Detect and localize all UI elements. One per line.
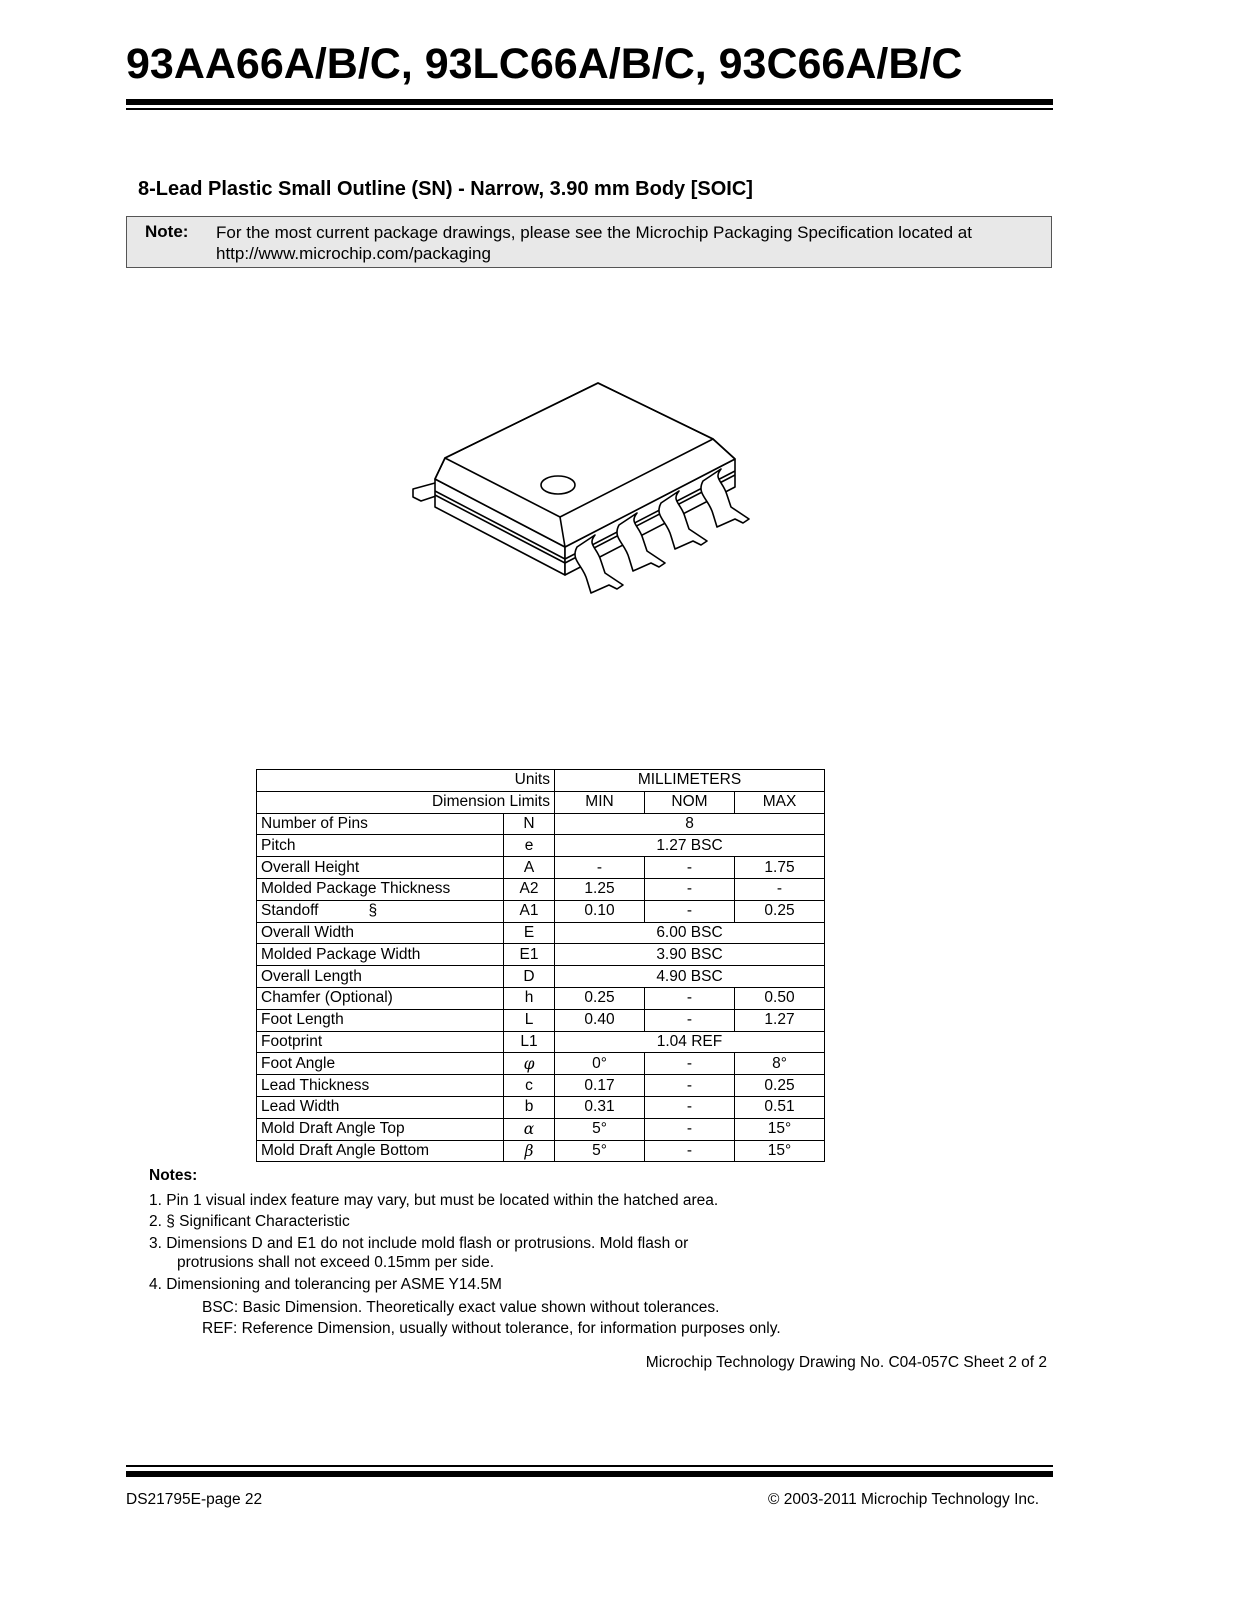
value-min: 0.17: [555, 1075, 645, 1097]
param-symbol: L1: [504, 1031, 555, 1053]
note-text: [216, 222, 1036, 264]
table-row: [257, 966, 825, 988]
value-min: 0.31: [555, 1096, 645, 1118]
table-row: [257, 835, 825, 857]
table-row: [257, 900, 825, 922]
table-row: [257, 1075, 825, 1097]
param-name: [257, 1140, 504, 1162]
param-label: Molded Package Thickness: [261, 880, 451, 898]
param-label: Foot Angle: [261, 1054, 336, 1072]
notes-heading: Notes:: [149, 1167, 198, 1184]
footer-copyright: © 2003-2011 Microchip Technology Inc.: [768, 1491, 1040, 1508]
param-name: [257, 1053, 504, 1075]
value-basic: 6.00 BSC: [555, 922, 825, 944]
param-label: Mold Draft Angle Top: [261, 1120, 405, 1138]
table-row: [257, 922, 825, 944]
value-nom: -: [645, 857, 735, 879]
value-max: 1.27: [735, 1009, 825, 1031]
value-basic: 8: [555, 813, 825, 835]
col-nom-header: NOM: [645, 791, 735, 813]
value-nom: -: [645, 1140, 735, 1162]
header-rule-thick: [126, 99, 1053, 105]
table-row: [257, 987, 825, 1009]
value-min: 5°: [555, 1118, 645, 1140]
param-symbol: E: [504, 922, 555, 944]
table-header-row-units: [257, 770, 825, 792]
value-nom: -: [645, 1053, 735, 1075]
value-max: 1.75: [735, 857, 825, 879]
note-box: [126, 216, 1052, 268]
param-label: Standoff: [261, 902, 319, 920]
param-name: [257, 857, 504, 879]
value-nom: -: [645, 1096, 735, 1118]
note-label: Note:: [145, 222, 189, 241]
param-name: [257, 987, 504, 1009]
value-max: -: [735, 878, 825, 900]
value-nom: -: [645, 1118, 735, 1140]
param-name: [257, 1118, 504, 1140]
param-label: Foot Length: [261, 1011, 344, 1029]
param-symbol: A2: [504, 878, 555, 900]
table-row: [257, 813, 825, 835]
value-min: 1.25: [555, 878, 645, 900]
footer-page-number: DS21795E-page 22: [126, 1491, 263, 1508]
limits-label: Dimension Limits: [257, 791, 555, 813]
param-label: Lead Width: [261, 1098, 340, 1116]
note-3b: protrusions shall not exceed 0.15mm per side.: [177, 1254, 495, 1271]
param-symbol: L: [504, 1009, 555, 1031]
param-name: [257, 900, 504, 922]
param-name: [257, 878, 504, 900]
param-name: [257, 835, 504, 857]
param-name: [257, 922, 504, 944]
param-label: Mold Draft Angle Bottom: [261, 1141, 429, 1159]
param-symbol: e: [504, 835, 555, 857]
param-label: Overall Height: [261, 858, 360, 876]
value-nom: -: [645, 1075, 735, 1097]
value-max: 0.25: [735, 1075, 825, 1097]
dimension-table: [256, 769, 825, 1162]
table-row: [257, 878, 825, 900]
param-label: Overall Length: [261, 967, 362, 985]
value-basic: 3.90 BSC: [555, 944, 825, 966]
value-nom: -: [645, 900, 735, 922]
param-symbol: D: [504, 966, 555, 988]
soic-package-drawing: [405, 375, 765, 605]
table-header-row-limits: [257, 791, 825, 813]
param-label: Number of Pins: [261, 814, 368, 832]
value-min: 5°: [555, 1140, 645, 1162]
param-name: [257, 966, 504, 988]
param-symbol: c: [504, 1075, 555, 1097]
param-symbol: α: [504, 1118, 555, 1140]
param-label: Molded Package Width: [261, 945, 421, 963]
param-label: Pitch: [261, 836, 296, 854]
footer-rule-thick: [126, 1471, 1053, 1477]
col-min-header: MIN: [555, 791, 645, 813]
value-min: 0.40: [555, 1009, 645, 1031]
param-name: [257, 1075, 504, 1097]
param-symbol: φ: [504, 1053, 555, 1075]
table-row: [257, 944, 825, 966]
value-nom: -: [645, 1009, 735, 1031]
units-label: Units: [257, 770, 555, 792]
param-symbol: E1: [504, 944, 555, 966]
param-label: Footprint: [261, 1032, 323, 1050]
value-max: 0.25: [735, 900, 825, 922]
note-1: 1. Pin 1 visual index feature may vary, but must be located within the hatched area.: [149, 1192, 719, 1209]
param-name: [257, 944, 504, 966]
note-ref: REF: Reference Dimension, usually without tolerance, for information purposes only.: [202, 1320, 781, 1337]
note-bsc: BSC: Basic Dimension. Theoretically exact value shown without tolerances.: [202, 1299, 720, 1316]
drawing-number: Microchip Technology Drawing No. C04-057C Sheet 2 of 2: [645, 1354, 1047, 1371]
param-name: [257, 813, 504, 835]
units-value: MILLIMETERS: [555, 770, 825, 792]
param-symbol: A: [504, 857, 555, 879]
param-symbol: h: [504, 987, 555, 1009]
param-symbol: A1: [504, 900, 555, 922]
note-3a: 3. Dimensions D and E1 do not include mold flash or protrusions. Mold flash or: [149, 1235, 689, 1252]
note-4: 4. Dimensioning and tolerancing per ASME Y14.5M: [149, 1276, 502, 1293]
value-min: 0°: [555, 1053, 645, 1075]
note-text-line1: For the most current package drawings, please see the Microchip Packaging Specification located at: [216, 223, 972, 242]
value-max: 8°: [735, 1053, 825, 1075]
value-basic: 1.27 BSC: [555, 835, 825, 857]
value-max: 0.51: [735, 1096, 825, 1118]
param-name: [257, 1096, 504, 1118]
value-min: 0.25: [555, 987, 645, 1009]
note-2: 2. § Significant Characteristic: [149, 1213, 350, 1230]
table-row: [257, 857, 825, 879]
param-label: Overall Width: [261, 923, 355, 941]
param-symbol: b: [504, 1096, 555, 1118]
value-nom: -: [645, 878, 735, 900]
document-title: 93AA66A/B/C, 93LC66A/B/C, 93C66A/B/C: [126, 40, 963, 88]
param-label: Chamfer (Optional): [261, 989, 393, 1007]
significant-characteristic-mark: §: [368, 902, 378, 920]
value-basic: 4.90 BSC: [555, 966, 825, 988]
param-symbol: N: [504, 813, 555, 835]
param-name: [257, 1009, 504, 1031]
value-nom: -: [645, 987, 735, 1009]
value-min: -: [555, 857, 645, 879]
note-url: http://www.microchip.com/packaging: [216, 244, 491, 263]
footer-rule-thin: [126, 1465, 1053, 1467]
section-title: 8-Lead Plastic Small Outline (SN) - Narrow, 3.90 mm Body [SOIC]: [138, 178, 753, 200]
table-row: [257, 1140, 825, 1162]
param-symbol: β: [504, 1140, 555, 1162]
value-min: 0.10: [555, 900, 645, 922]
pin1-index-mark: [541, 476, 575, 494]
table-row: [257, 1031, 825, 1053]
value-max: 15°: [735, 1140, 825, 1162]
param-label: Lead Thickness: [261, 1076, 370, 1094]
value-max: 0.50: [735, 987, 825, 1009]
value-basic: 1.04 REF: [555, 1031, 825, 1053]
table-row: [257, 1009, 825, 1031]
col-max-header: MAX: [735, 791, 825, 813]
header-rule-thin: [126, 108, 1053, 110]
value-max: 15°: [735, 1118, 825, 1140]
table-row: [257, 1118, 825, 1140]
param-name: [257, 1031, 504, 1053]
table-row: [257, 1096, 825, 1118]
table-row: [257, 1053, 825, 1075]
